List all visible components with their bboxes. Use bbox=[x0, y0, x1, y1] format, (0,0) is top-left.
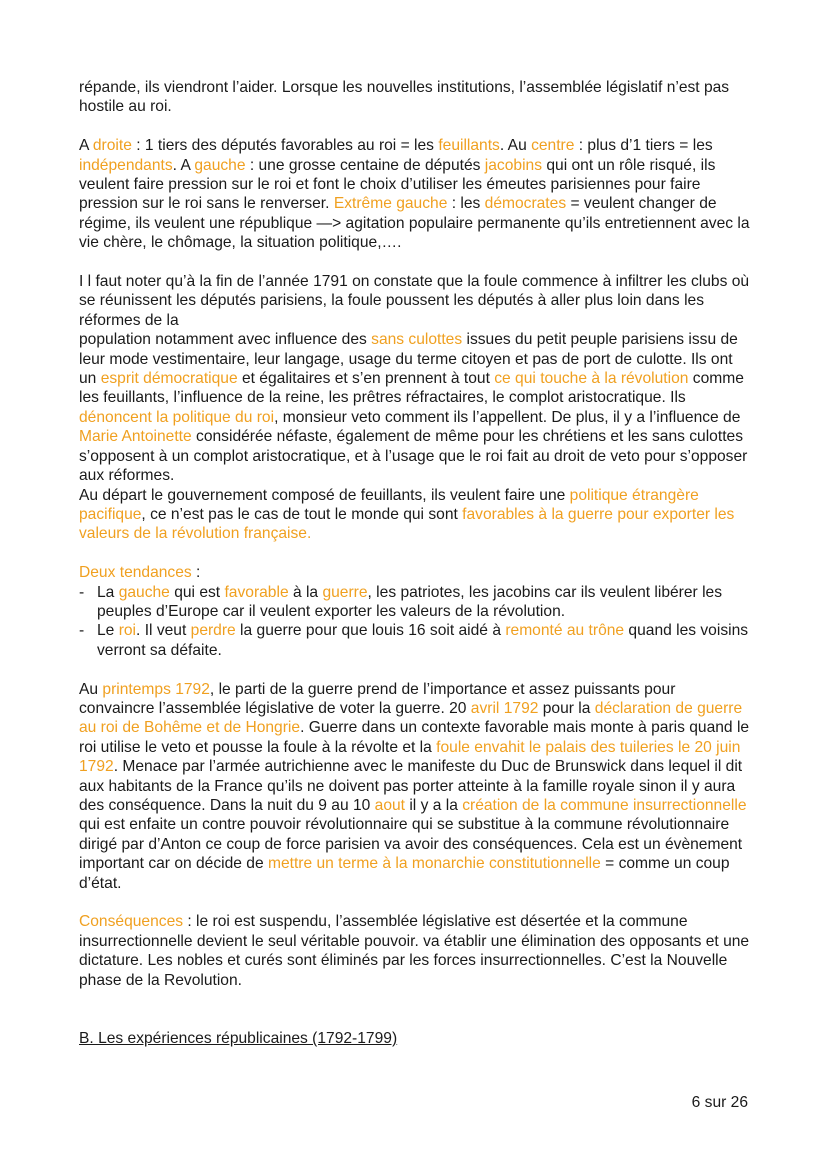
text-run: Au départ le gouvernement composé de feuillants, ils veulent faire une bbox=[79, 486, 570, 504]
section-title: B. Les expériences républicaines (1792-1799) bbox=[79, 1029, 398, 1047]
paragraph-printemps-1792 bbox=[79, 680, 751, 893]
text-run: répande, ils viendront l’aider. Lorsque les nouvelles institutions, l’assemblée législatif n’est pas hostile au roi. bbox=[79, 79, 730, 116]
text-run: : bbox=[191, 564, 201, 582]
text-run: qui est bbox=[169, 583, 225, 601]
text-run: comme les feuillants, l’influence de la reine, les prêtres réfractaires, le complot aristocratique. Ils bbox=[79, 370, 744, 407]
highlighted-text: déclaration de guerre au roi de Bohême et de Hongrie bbox=[79, 699, 743, 737]
highlighted-text: dénoncent la politique du roi bbox=[79, 408, 275, 426]
highlighted-text: guerre bbox=[322, 583, 368, 601]
highlighted-text: esprit démocratique bbox=[100, 370, 238, 388]
highlighted-text: Deux tendances bbox=[79, 564, 192, 582]
text-run: et égalitaires et s’en prennent à tout bbox=[237, 370, 495, 388]
highlighted-text: printemps 1792 bbox=[102, 680, 210, 698]
text-run: qui ont un rôle risqué, ils veulent faire pression sur le roi et font le choix d’utiliser les émeutes parisiennes pour faire pression sur le roi sans le renverser. bbox=[79, 156, 716, 213]
text-run: population notamment avec influence des bbox=[79, 331, 372, 349]
text-run: il y a la bbox=[405, 796, 463, 814]
highlighted-text: mettre un terme à la monarchie constitutionnelle bbox=[267, 855, 601, 873]
highlighted-text: favorable bbox=[224, 583, 289, 601]
highlighted-text: création de la commune insurrectionnelle bbox=[462, 796, 747, 814]
highlighted-text: remonté au trône bbox=[505, 622, 625, 640]
text-run: . Guerre dans un contexte favorable mais monte à paris quand le roi utilise le veto et pousse la foule à la révolte et la bbox=[79, 719, 750, 756]
highlighted-text: droite bbox=[92, 137, 132, 155]
highlighted-text: roi bbox=[118, 622, 137, 640]
text-run: qui est enfaite un contre pouvoir révolutionnaire qui se substitue à la commune révolutionnaire dirigé par d’Anton ce coup de force parisien va avoir des conséquences. Cela est un évènement important car on décide de bbox=[79, 816, 743, 873]
highlighted-text: favorables à la guerre pour exporter les valeurs de la révolution française. bbox=[79, 505, 735, 543]
text-run: . A bbox=[172, 156, 195, 174]
text-run: à la bbox=[288, 583, 323, 601]
text-run: Au bbox=[79, 680, 103, 698]
highlighted-text: avril 1792 bbox=[470, 699, 539, 717]
text-run: : 1 tiers des députés favorables au roi = les bbox=[131, 137, 439, 155]
text-run: considérée néfaste, également de même pour les chrétiens et les sans culottes s’opposent à un complot aristocratique, et à l’usage que le roi fait au droit de veto pour s’opposer aux réformes. bbox=[79, 428, 748, 485]
highlighted-text: gauche bbox=[194, 156, 246, 174]
text-run: issues du petit peuple parisiens issu de leur mode vestimentaire, leur langage, usage du terme citoyen et pas de port de culotte. Ils ont un bbox=[79, 331, 738, 388]
text-run: . Il veut bbox=[136, 622, 191, 640]
tendances-list bbox=[79, 583, 751, 661]
highlighted-text: feuillants bbox=[438, 137, 500, 155]
list-item bbox=[79, 621, 751, 660]
highlighted-text: Marie Antoinette bbox=[79, 428, 192, 446]
text-run: : le roi est suspendu, l’assemblée législative est désertée et la commune insurrectionnelle devient le seul véritable pouvoir. va établir une élimination des opposants et une dictature. Les nobles et curés sont éliminés par les forces insurrectionnelles. C’est la Nouvelle phase de la Revolution. bbox=[79, 913, 750, 989]
text-run: , les patriotes, les jacobins car ils veulent libérer les peuples d’Europe car il veulent exporter les valeurs de la révolution. bbox=[97, 583, 722, 620]
text-run: I l faut noter qu’à la fin de l’année 1791 on constate que la foule commence à infiltrer les clubs où se réunissent les députés parisiens, la foule poussent les députés à aller plus loin dans les réformes de la bbox=[79, 273, 750, 329]
paragraph-consequences bbox=[79, 912, 751, 990]
highlighted-text: ce qui touche à la révolution bbox=[494, 370, 689, 388]
paragraph-intro bbox=[79, 78, 751, 117]
list-item bbox=[79, 583, 751, 622]
text-run: pour la bbox=[538, 699, 595, 717]
highlighted-text: gauche bbox=[118, 583, 170, 601]
text-run: , monsieur veto comment ils l’appellent. De plus, il y a l’influence de bbox=[274, 408, 741, 426]
text-run: = veulent changer de régime, ils veulent une république —> agitation populaire permanente qu’ils entretiennent avec la vie chère, le chômage, la situation politique,…. bbox=[79, 195, 750, 252]
page-number: 6 sur 26 bbox=[691, 1094, 748, 1111]
text-run: , ce n’est pas le cas de tout le monde qui sont bbox=[141, 505, 463, 523]
highlighted-text: indépendants bbox=[79, 156, 173, 174]
text-run: La bbox=[97, 583, 119, 601]
text-run: . Au bbox=[499, 137, 532, 155]
text-run: la guerre pour que louis 16 soit aidé à bbox=[235, 622, 506, 640]
highlighted-text: aout bbox=[374, 796, 405, 814]
text-run: quand les voisins verront sa défaite. bbox=[97, 622, 749, 659]
paragraph-sans-culottes bbox=[79, 330, 751, 485]
highlighted-text: perdre bbox=[190, 622, 236, 640]
highlighted-text: démocrates bbox=[484, 195, 567, 213]
highlighted-text: sans culottes bbox=[371, 331, 463, 349]
text-run: , le parti de la guerre prend de l’importance et assez puissants pour convaincre l’assemblée législative de voter la guerre. 20 bbox=[79, 680, 676, 717]
highlighted-text: Extrême gauche bbox=[333, 195, 448, 213]
highlighted-text: foule envahit le palais des tuileries le 20 juin 1792 bbox=[79, 738, 741, 776]
document-body bbox=[79, 78, 751, 1048]
highlighted-text: Conséquences bbox=[79, 913, 184, 931]
text-run: Le bbox=[97, 622, 119, 640]
text-run: . Menace par l’armée autrichienne avec le manifeste du Duc de Brunswick dans lequel il dit aux habitants de la France qu’ils ne doivent pas porter atteinte à la famille royale sinon il y aura des conséquence. Dans la nuit du 9 au 10 bbox=[79, 758, 743, 814]
paragraph-gouvernement bbox=[79, 486, 751, 544]
text-run: : plus d’1 tiers = les bbox=[574, 137, 713, 155]
text-run: : une grosse centaine de députés bbox=[245, 156, 485, 174]
highlighted-text: politique étrangère pacifique bbox=[79, 486, 699, 523]
highlighted-text: centre bbox=[531, 137, 575, 155]
paragraph-foule bbox=[79, 272, 751, 330]
text-run: = comme un coup d’état. bbox=[79, 855, 730, 892]
text-run: : les bbox=[447, 195, 485, 213]
paragraph-deputes bbox=[79, 136, 751, 252]
paragraph-deux-tendances bbox=[79, 563, 751, 582]
text-run: A bbox=[79, 137, 93, 155]
highlighted-text: jacobins bbox=[484, 156, 543, 174]
